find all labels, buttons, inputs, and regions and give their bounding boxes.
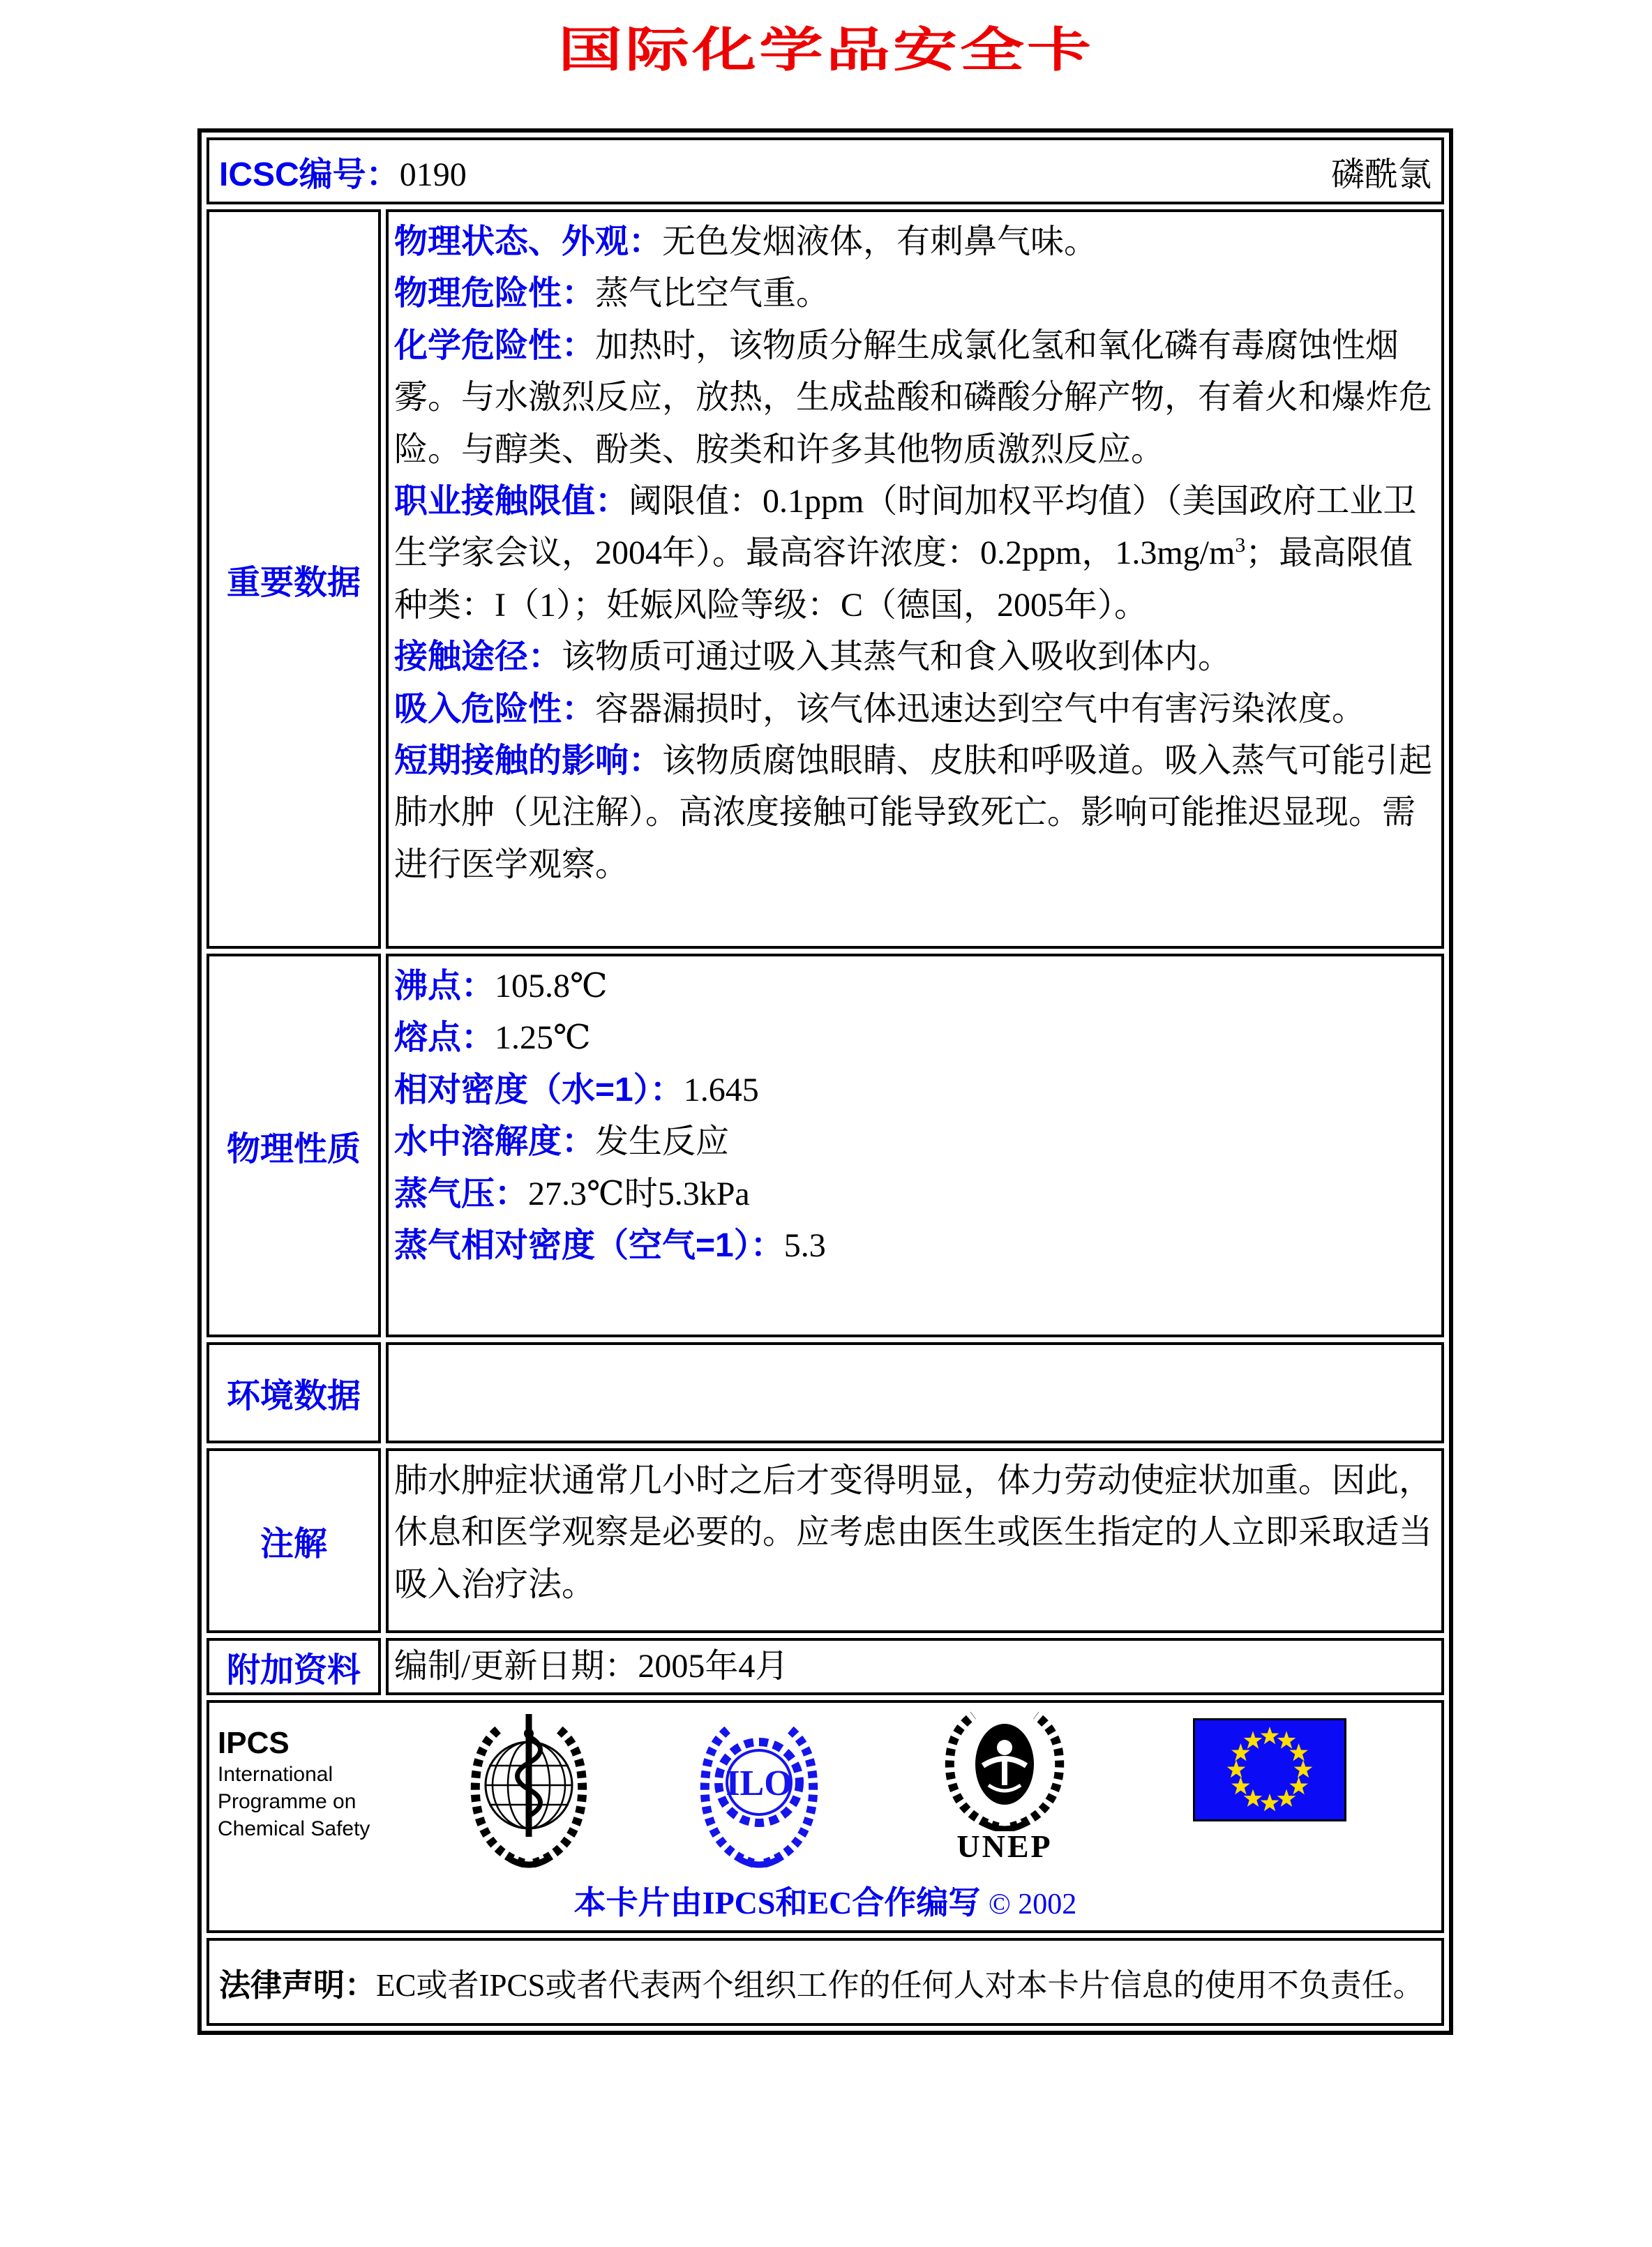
important-data-item: 化学危险性：加热时，该物质分解生成氯化氢和氧化磷有毒腐蚀性烟雾。与水激烈反应，放热，生成盐酸和磷酸分解产物，有着火和爆炸危险。与醇类、酚类、胺类和许多其他物质激烈反应。 [394,326,1433,468]
legal-label: 法律声明： [219,1967,377,2003]
icsc-number-label: ICSC编号： [219,156,400,193]
important-data-content [386,209,1444,949]
additional-info-content [386,1638,1444,1695]
important-data-item: 接触途径：该物质可通过吸入其蒸气和食入吸收到体内。 [394,638,1232,676]
credit-text: 本卡片由IPCS和EC合作编写 [573,1885,981,1921]
ipcs-text-block: IPCS International Programme on Chemical Safety [218,1726,370,1840]
section-label-notes: 注解 [206,1448,381,1633]
environmental-data-content [386,1342,1444,1443]
section-label-additional-info: 附加资料 [206,1638,381,1695]
important-data-item: 吸入危险性：容器漏损时，该气体迅速达到空气中有害污染浓度。 [394,690,1366,728]
legal-row [206,1938,1444,2026]
icsc-number-value: 0190 [399,156,467,193]
update-date-label: 编制/更新日期： [394,1648,638,1685]
notes-row [206,1448,1444,1633]
section-label-important-data: 重要数据 [206,209,381,949]
important-data-row [206,209,1444,949]
environmental-data-row [206,1342,1444,1443]
svg-text:ILO: ILO [726,1764,793,1804]
physical-property-item: 沸点：105.8℃ [394,968,608,1005]
unep-label: UNEP [956,1828,1053,1865]
physical-property-item: 水中溶解度：发生反应 [394,1123,730,1161]
physical-property-item: 蒸气相对密度（空气=1）：5.3 [394,1226,826,1264]
unep-logo [931,1707,1078,1865]
logos-row [206,1700,1444,1933]
additional-info-row [206,1638,1444,1695]
header-cell [206,137,1444,204]
legal-text: EC或者IPCS或者代表两个组织工作的任何人对本卡片信息的使用不负责任。 [376,1967,1425,2003]
superscript-exponent: 3 [1235,534,1246,557]
chemical-name: 磷酰氯 [1330,156,1432,193]
icsc-number-group [219,147,467,195]
credit-year: © 2002 [988,1888,1077,1921]
physical-property-item: 相对密度（水=1）：1.645 [394,1071,759,1109]
who-logo-icon [463,1710,595,1872]
important-data-item: 职业接触限值：阈限值：0.1ppm（时间加权平均值）（美国政府工业卫生学家会议，2004年）。最高容许浓度：0.2ppm，$1.3mg/m^3$；最高限值种类：I（1）；妊娠风险等级：C（德国，2005年）。 [394,482,1417,624]
physical-property-item: 蒸气压：27.3℃时5.3kPa [394,1175,750,1212]
logos-cell [206,1700,1444,1933]
ipcs-title: IPCS [218,1726,290,1761]
ilo-logo-icon [689,1710,829,1872]
important-data-item: 短期接触的影响：该物质腐蚀眼睛、皮肤和呼吸道。吸入蒸气可能引起肺水肿（见注解）。高浓度接触可能导致死亡。影响可能推迟显现。需进行医学观察。 [394,742,1433,883]
notes-content: 肺水肿症状通常几小时之后才变得明显，体力劳动使症状加重。因此，休息和医学观察是必要的。应考虑由医生或医生指定的人立即采取适当吸入治疗法。 [386,1448,1444,1633]
legal-cell [206,1938,1444,2026]
important-data-item: 物理状态、外观：无色发烟液体，有刺鼻气味。 [394,223,1098,260]
credit-line [209,1877,1441,1923]
unep-emblem-icon [931,1707,1078,1831]
header-row [206,137,1444,204]
eu-flag-icon [1193,1718,1346,1821]
safety-card-table [197,128,1453,2035]
logos-strip [209,1703,1441,1877]
update-date-value: 2005年4月 [638,1648,789,1685]
section-label-environmental-data: 环境数据 [206,1342,381,1443]
physical-properties-content [386,954,1444,1337]
page-title: 国际化学品安全卡 [557,24,1094,77]
physical-property-item: 熔点：1.25℃ [394,1019,591,1057]
physical-properties-row [206,954,1444,1337]
important-data-item: 物理危险性：蒸气比空气重。 [394,275,830,313]
section-label-physical-properties: 物理性质 [206,954,381,1337]
